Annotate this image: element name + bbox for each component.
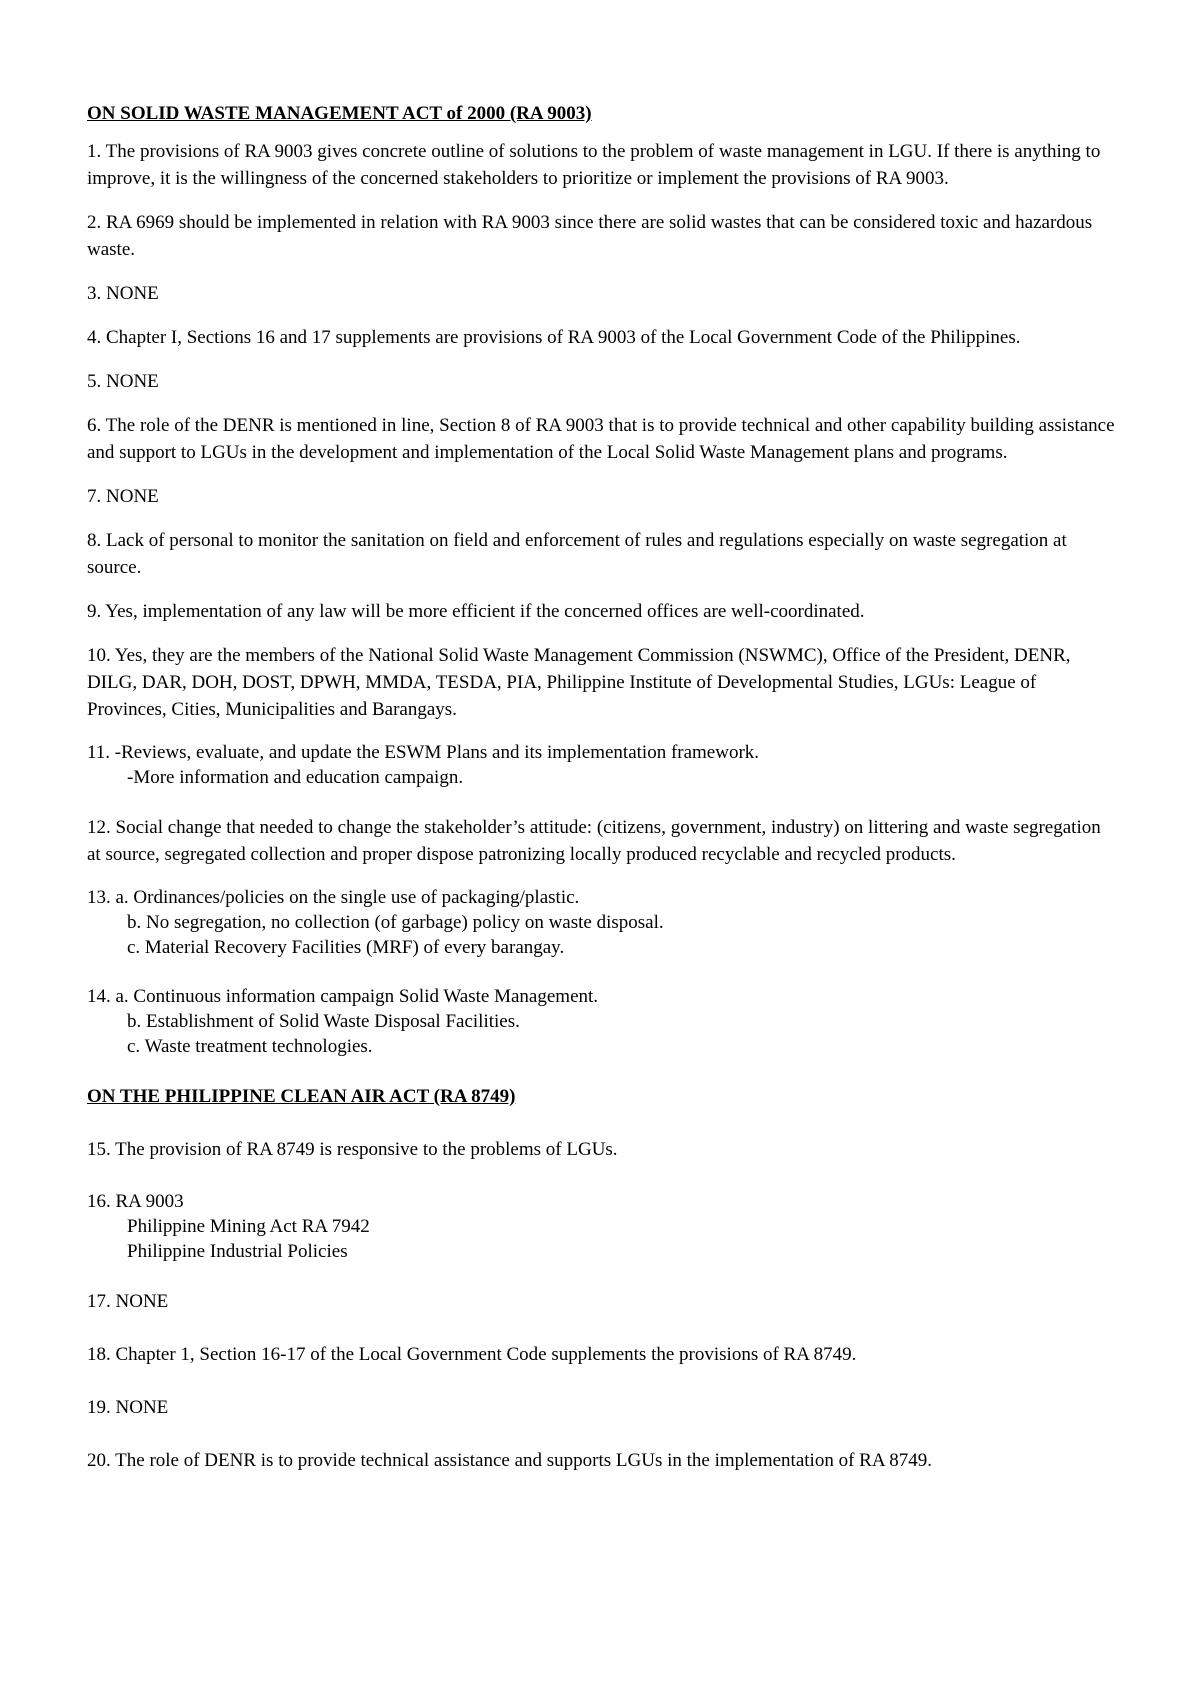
answer-9: 9. Yes, implementation of any law will be more efficient if the concerned offices are well-coordinated. (87, 601, 865, 622)
answer-13-a: 13. a. Ordinances/policies on the single use of packaging/plastic. (87, 887, 580, 908)
answer-13 (87, 885, 1117, 960)
answer-16-line-3: Philippine Industrial Policies (127, 1241, 348, 1262)
answer-3: 3. NONE (87, 283, 159, 304)
answer-11-line-2: -More information and education campaign. (127, 767, 464, 788)
answer-14-b: b. Establishment of Solid Waste Disposal Facilities. (127, 1011, 520, 1032)
answer-19: 19. NONE (87, 1397, 169, 1418)
answer-11-line-1: 11. -Reviews, evaluate, and update the ESWM Plans and its implementation framework. (87, 742, 760, 763)
answer-16 (87, 1189, 1117, 1264)
answer-13-c: c. Material Recovery Facilities (MRF) of every barangay. (127, 937, 565, 958)
answer-18: 18. Chapter 1, Section 16-17 of the Local Government Code supplements the provisions of RA 8749. (87, 1344, 857, 1365)
answer-15: 15. The provision of RA 8749 is responsive to the problems of LGUs. (87, 1139, 618, 1160)
answer-13-b: b. No segregation, no collection (of garbage) policy on waste disposal. (127, 912, 664, 933)
answer-12: 12. Social change that needed to change the stakeholder’s attitude: (citizens, government, industry) on littering and waste segregation at source, segregated collection and proper dispose patronizing locally produced recyclable and recycled products. (87, 817, 1101, 865)
document-page (87, 100, 1117, 1491)
answer-14-a: 14. a. Continuous information campaign Solid Waste Management. (87, 986, 599, 1007)
answer-16-line-1: 16. RA 9003 (87, 1191, 184, 1212)
answer-14-c: c. Waste treatment technologies. (127, 1036, 373, 1057)
answer-2: 2. RA 6969 should be implemented in relation with RA 9003 since there are solid wastes that can be considered toxic and hazardous waste. (87, 212, 1093, 260)
answer-5: 5. NONE (87, 371, 159, 392)
answer-10: 10. Yes, they are the members of the National Solid Waste Management Commission (NSWMC), Office of the President, DENR, DILG, DAR, DOH, DOST, DPWH, MMDA, TESDA, PIA, Philippine Institute of Developmental Studies, LGUs: League of Provinces, Cities, Municipalities and Barangays. (87, 645, 1071, 720)
answer-20: 20. The role of DENR is to provide technical assistance and supports LGUs in the implementation of RA 8749. (87, 1450, 932, 1471)
answer-4: 4. Chapter I, Sections 16 and 17 supplements are provisions of RA 9003 of the Local Government Code of the Philippines. (87, 327, 1021, 348)
answer-14 (87, 984, 1117, 1059)
answer-8: 8. Lack of personal to monitor the sanitation on field and enforcement of rules and regulations especially on waste segregation at source. (87, 530, 1067, 578)
section-heading-solid-waste: ON SOLID WASTE MANAGEMENT ACT of 2000 (RA 9003) (87, 103, 592, 124)
answer-17: 17. NONE (87, 1291, 169, 1312)
answer-7: 7. NONE (87, 486, 159, 507)
answer-6: 6. The role of the DENR is mentioned in line, Section 8 of RA 9003 that is to provide technical and other capability building assistance and support to LGUs in the development and implementation of the Local Solid Waste Management plans and programs. (87, 415, 1115, 463)
answer-16-line-2: Philippine Mining Act RA 7942 (127, 1216, 370, 1237)
answer-1: 1. The provisions of RA 9003 gives concrete outline of solutions to the problem of waste management in LGU. If there is anything to improve, it is the willingness of the concerned stakeholders to prioritize or implement the provisions of RA 9003. (87, 141, 1101, 189)
answer-11 (87, 740, 1117, 790)
section-heading-clean-air: ON THE PHILIPPINE CLEAN AIR ACT (RA 8749) (87, 1086, 516, 1107)
